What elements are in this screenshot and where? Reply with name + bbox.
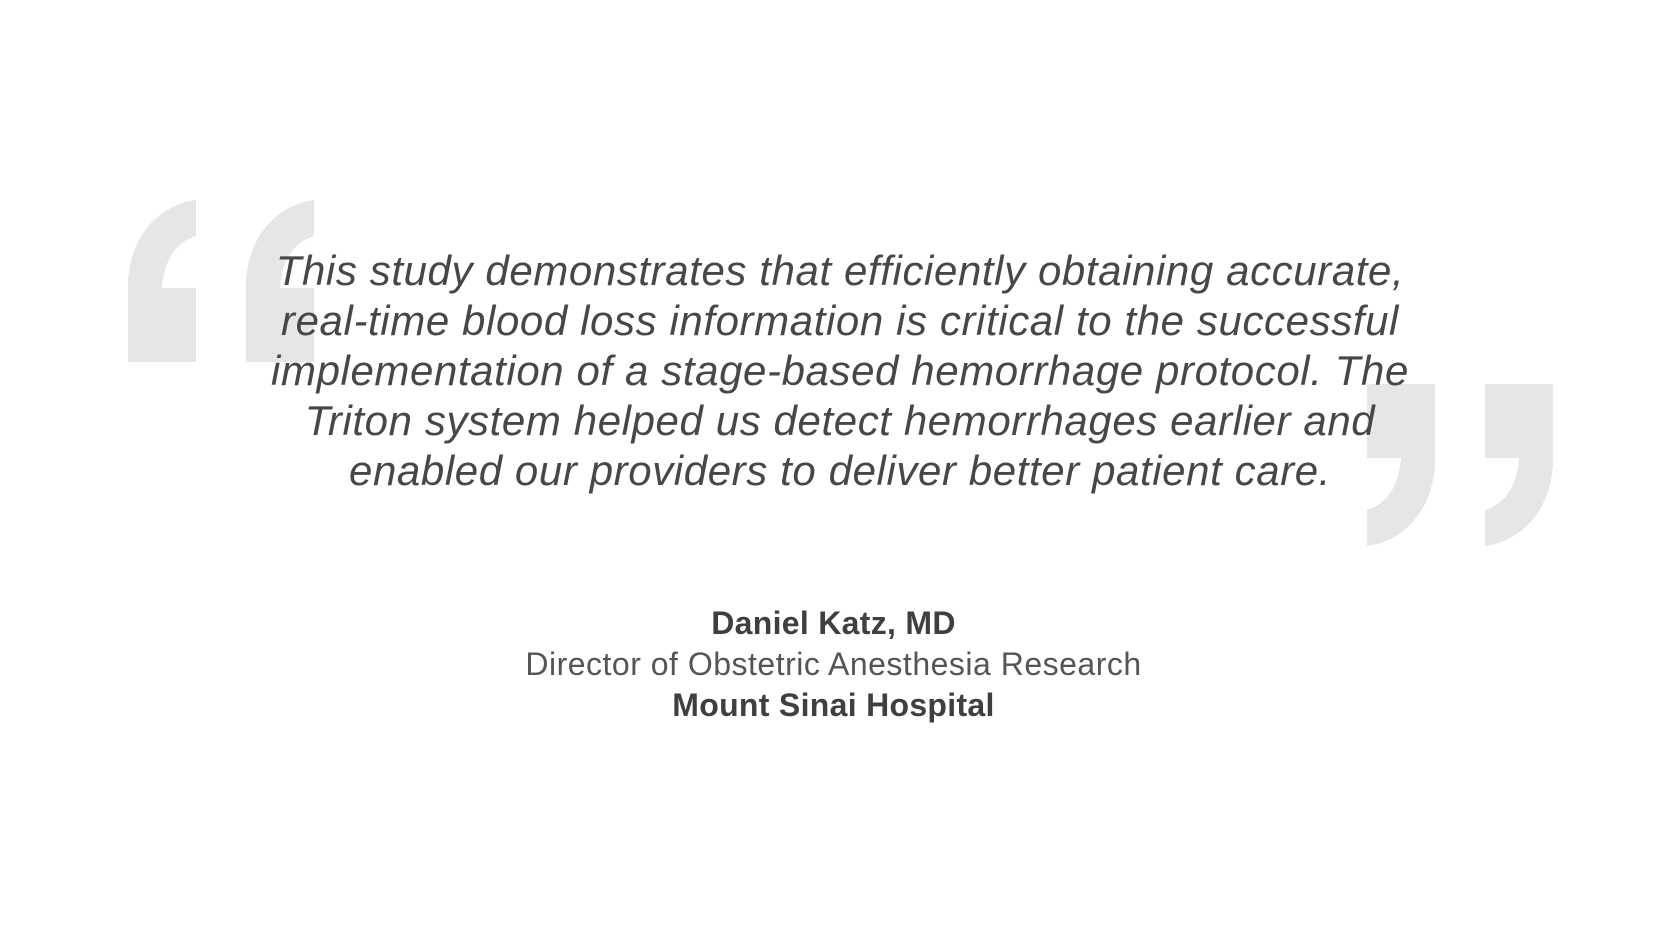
quote-line: real-time blood loss information is critical to the successful: [281, 297, 1399, 344]
quote-line: enabled our providers to deliver better patient care.: [348, 447, 1332, 494]
quote-line: This study demonstrates that efficiently obtaining accurate,: [275, 247, 1405, 294]
author-organization: Mount Sinai Hospital: [672, 687, 995, 723]
quote-line: implementation of a stage-based hemorrhage protocol. The: [271, 347, 1409, 394]
author-name: Daniel Katz, MD: [711, 605, 956, 641]
quote-line: Triton system helped us detect hemorrhages earlier and: [304, 397, 1376, 444]
attribution: [0, 602, 1667, 726]
author-title: Director of Obstetric Anesthesia Research: [525, 646, 1142, 682]
quote-text: [160, 246, 1520, 496]
